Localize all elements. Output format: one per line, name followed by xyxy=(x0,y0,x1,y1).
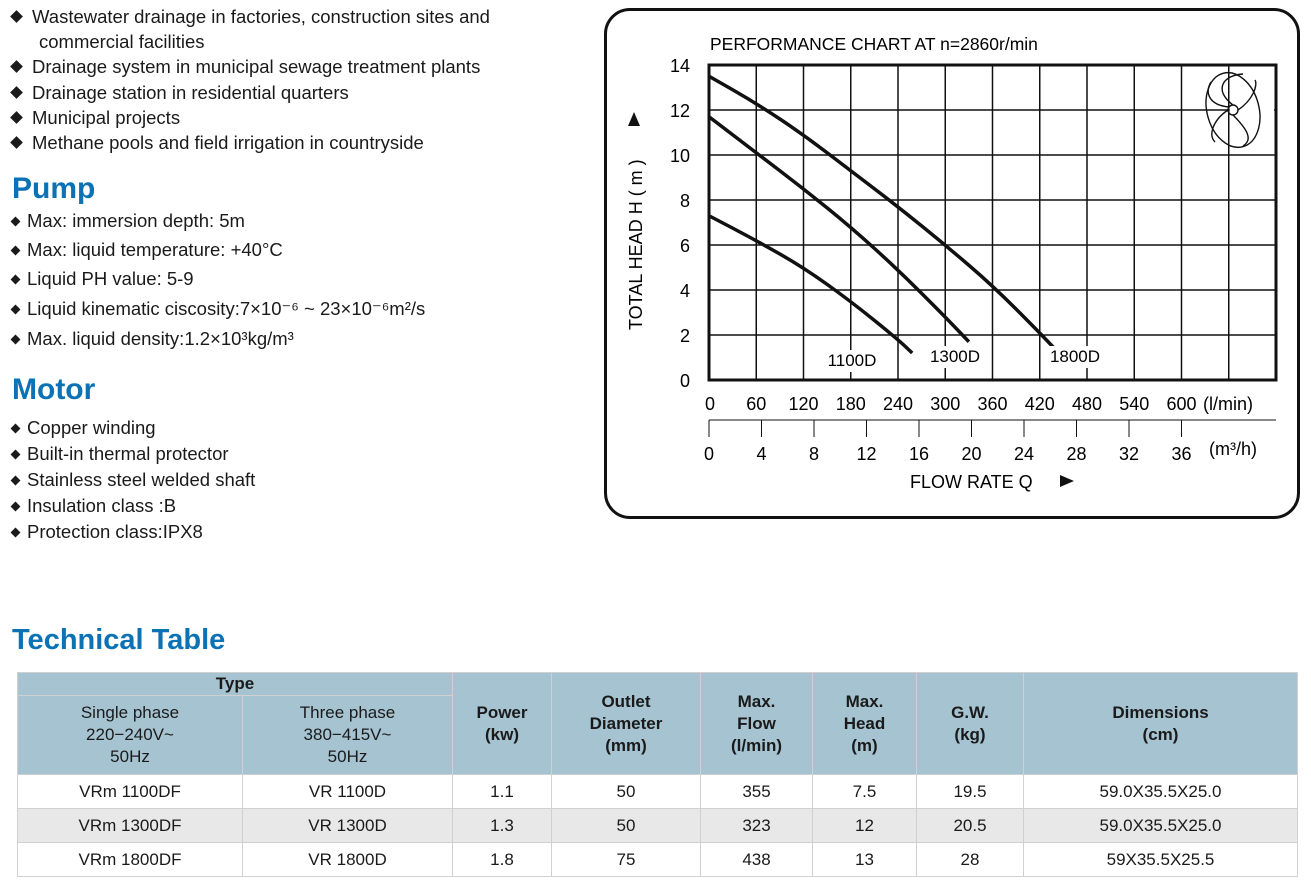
x2-tick-label: 8 xyxy=(808,444,820,464)
x-tick-label: 420 xyxy=(1024,394,1055,414)
table-cell: 20.5 xyxy=(917,809,1024,843)
x2-tick-label: 24 xyxy=(1013,444,1035,464)
x-axis-label: FLOW RATE Q xyxy=(910,472,1033,492)
table-cell: VRm 1800DF xyxy=(18,843,243,877)
y-axis-label: TOTAL HEAD H ( m ) xyxy=(626,159,646,330)
series-label: 1800D xyxy=(1049,347,1101,366)
x-tick-label: 300 xyxy=(930,394,961,414)
table-cell: 50 xyxy=(552,809,701,843)
item-text: Max. liquid density:1.2×10³kg/m³ xyxy=(27,328,294,349)
item-text: commercial facilities xyxy=(39,31,205,52)
max-flow-header: Max. Flow (l/min) xyxy=(701,673,813,775)
table-cell: 1.1 xyxy=(453,775,552,809)
x-tick-label: 120 xyxy=(788,394,819,414)
arrow-up-icon xyxy=(628,112,640,126)
y-tick-label: 10 xyxy=(669,146,690,166)
y-tick-label: 0 xyxy=(679,371,690,391)
table-cell: 1.3 xyxy=(453,809,552,843)
curve-1800D xyxy=(709,76,1065,360)
max-head-header: Max. Head (m) xyxy=(813,673,917,775)
technical-table-heading: Technical Table xyxy=(12,624,226,656)
motor-spec-item xyxy=(12,521,203,543)
table-cell: 19.5 xyxy=(917,775,1024,809)
x-tick-label: 360 xyxy=(977,394,1008,414)
y-tick-label: 6 xyxy=(679,236,690,256)
table-cell: VRm 1100DF xyxy=(18,775,243,809)
power-header: Power (kw) xyxy=(453,673,552,775)
table-cell: 7.5 xyxy=(813,775,917,809)
table-cell: VR 1800D xyxy=(243,843,453,877)
item-text: Insulation class :B xyxy=(27,495,177,516)
item-text: Drainage system in municipal sewage treatment plants xyxy=(32,56,481,77)
pump-heading: Pump xyxy=(12,172,96,205)
y-tick-label: 8 xyxy=(679,191,690,211)
diamond-bullet-icon xyxy=(11,528,21,538)
x2-tick-label: 16 xyxy=(908,444,930,464)
motor-heading: Motor xyxy=(12,373,96,406)
x-tick-label: 480 xyxy=(1071,394,1103,414)
item-text: Liquid PH value: 5-9 xyxy=(27,268,194,289)
y-tick-label: 14 xyxy=(669,56,690,76)
table-cell: 12 xyxy=(813,809,917,843)
series-label: 1100D xyxy=(827,351,877,370)
item-text: Stainless steel welded shaft xyxy=(27,469,256,490)
table-cell: VR 1100D xyxy=(243,775,453,809)
arrow-right-icon xyxy=(1060,475,1074,487)
x-tick-label: 540 xyxy=(1119,394,1150,414)
table-cell: VR 1300D xyxy=(243,809,453,843)
table-cell: 59.0X35.5X25.0 xyxy=(1024,809,1298,843)
table-cell: 59X35.5X25.5 xyxy=(1024,843,1298,877)
item-text: Built-in thermal protector xyxy=(27,443,229,464)
item-text: Municipal projects xyxy=(32,107,181,128)
item-text: Methane pools and field irrigation in countryside xyxy=(32,132,424,153)
x2-tick-label: 20 xyxy=(961,444,982,464)
table-cell: 323 xyxy=(701,809,813,843)
x2-unit-label: (m³/h) xyxy=(1209,439,1257,459)
x-tick-label: 0 xyxy=(704,394,716,414)
dimensions-header: Dimensions (cm) xyxy=(1024,673,1298,775)
x2-tick-label: 12 xyxy=(856,444,877,464)
x2-tick-label: 36 xyxy=(1171,444,1192,464)
item-text: Copper winding xyxy=(27,417,156,438)
table-cell: 59.0X35.5X25.0 xyxy=(1024,775,1298,809)
table-cell: 50 xyxy=(552,775,701,809)
table-cell: 28 xyxy=(917,843,1024,877)
x-unit-label: (l/min) xyxy=(1203,394,1253,414)
x2-tick-label: 4 xyxy=(756,444,767,464)
table-row xyxy=(18,843,1298,877)
curve-1300D xyxy=(709,117,969,342)
table-cell: 13 xyxy=(813,843,917,877)
outlet-header: Outlet Diameter (mm) xyxy=(552,673,701,775)
item-text: Protection class:IPX8 xyxy=(27,521,203,542)
table-cell: 1.8 xyxy=(453,843,552,877)
item-text: Max: immersion depth: 5m xyxy=(27,210,245,231)
y-tick-label: 12 xyxy=(669,101,690,121)
item-text: Liquid kinematic ciscosity:7×10⁻⁶ ~ 23×10⁻⁶m²/s xyxy=(27,298,426,319)
item-text: Drainage station in residential quarters xyxy=(32,82,349,103)
table-cell: VRm 1300DF xyxy=(18,809,243,843)
x-tick-label: 60 xyxy=(746,394,767,414)
table-cell: 355 xyxy=(701,775,813,809)
x-tick-label: 240 xyxy=(882,394,914,414)
gw-header: G.W. (kg) xyxy=(917,673,1024,775)
single-phase-header: Single phase 220−240V~ 50Hz xyxy=(18,696,243,775)
table-cell: 75 xyxy=(552,843,701,877)
x2-tick-label: 28 xyxy=(1066,444,1087,464)
chart-title: PERFORMANCE CHART AT n=2860r/min xyxy=(710,34,1038,54)
y-tick-label: 2 xyxy=(679,326,690,346)
type-header: Type xyxy=(18,673,453,696)
three-phase-header: Three phase 380−415V~ 50Hz xyxy=(243,696,453,775)
table-cell: 438 xyxy=(701,843,813,877)
curve-1100D xyxy=(709,216,912,353)
item-text: Max: liquid temperature: +40°C xyxy=(27,239,283,260)
x2-tick-label: 0 xyxy=(703,444,715,464)
table-row xyxy=(18,775,1298,809)
x-tick-label: 180 xyxy=(835,394,866,414)
item-text: Wastewater drainage in factories, construction sites and xyxy=(32,6,490,27)
table-row xyxy=(18,809,1298,843)
technical-table xyxy=(17,672,1298,877)
y-tick-label: 4 xyxy=(679,281,690,301)
x2-tick-label: 32 xyxy=(1118,444,1140,464)
series-label: 1300D xyxy=(929,347,981,366)
x-tick-label: 600 xyxy=(1166,394,1197,414)
